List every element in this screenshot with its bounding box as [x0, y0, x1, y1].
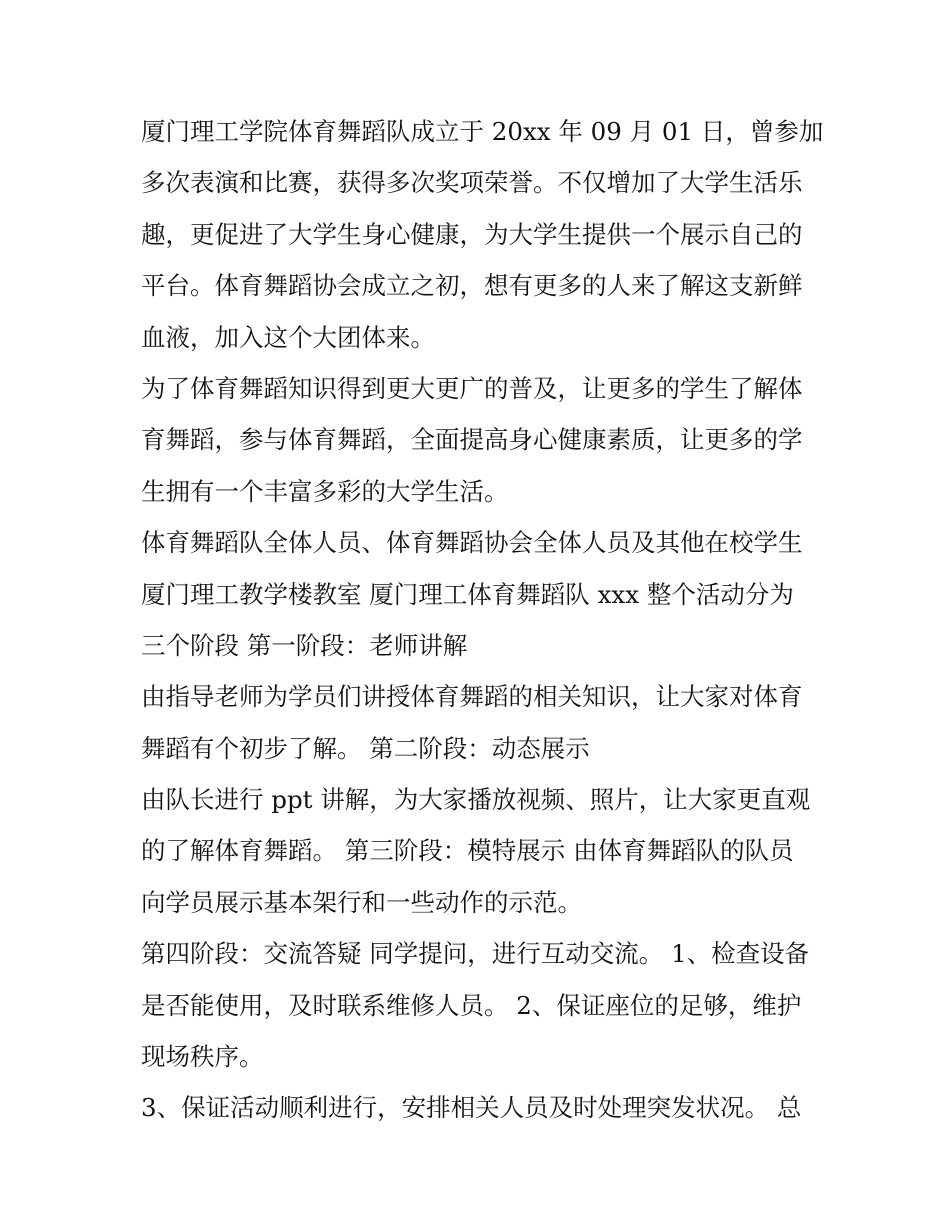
text-line: 趣，更促进了大学生身心健康，为大学生提供一个展示自己的	[141, 219, 803, 249]
document-body	[141, 106, 824, 1134]
text-line: 厦门理工学院体育舞蹈队成立于 20xx 年 09 月 01 日，曾参加	[141, 117, 824, 146]
text-line: 舞蹈有个初步了解。 第二阶段：动态展示	[141, 733, 590, 763]
text-line: 三个阶段 第一阶段：老师讲解	[141, 630, 468, 660]
text-line: 血液，加入这个大团体来。	[141, 322, 435, 352]
text-line: 由指导老师为学员们讲授体育舞蹈的相关知识，让大家对体育	[141, 682, 803, 712]
text-line: 育舞蹈，参与体育舞蹈，全面提高身心健康素质，让更多的学	[141, 425, 803, 455]
text-line: 现场秩序。	[141, 1042, 264, 1072]
text-line: 第四阶段：交流答疑 同学提问，进行互动交流。 1、检查设备	[141, 939, 810, 969]
text-line: 向学员展示基本架行和一些动作的示范。	[141, 887, 582, 917]
text-line: 为了体育舞蹈知识得到更大更广的普及，让更多的学生了解体	[141, 373, 803, 403]
text-line: 厦门理工教学楼教室 厦门理工体育舞蹈队 xxx 整个活动分为	[141, 579, 794, 609]
text-line: 是否能使用，及时联系维修人员。 2、保证座位的足够，维护	[141, 990, 802, 1020]
text-line: 的了解体育舞蹈。 第三阶段：模特展示 由体育舞蹈队的队员	[141, 836, 794, 866]
text-line: 平台。体育舞蹈协会成立之初，想有更多的人来了解这支新鲜	[141, 271, 803, 301]
text-line: 多次表演和比赛，获得多次奖项荣誉。不仅增加了大学生活乐	[141, 168, 803, 198]
text-line: 生拥有一个丰富多彩的大学生活。	[141, 476, 509, 506]
text-line: 由队长进行 ppt 讲解，为大家播放视频、照片，让大家更直观	[141, 785, 811, 815]
text-line: 体育舞蹈队全体人员、体育舞蹈协会全体人员及其他在校学生	[141, 528, 803, 558]
text-line: 3、保证活动顺利进行，安排相关人员及时处理突发状况。 总	[141, 1093, 802, 1123]
